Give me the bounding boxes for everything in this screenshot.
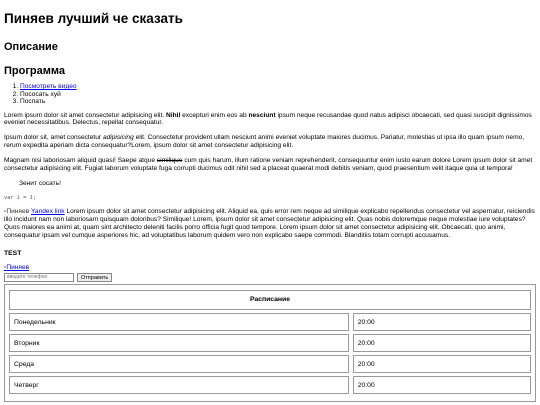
- broken-image-icon: ▫: [4, 264, 7, 272]
- list-item: 3. Поспать: [20, 98, 536, 106]
- schedule-time: 20:00: [353, 376, 531, 394]
- paragraph-text: Lorem ipsum dolor sit amet consectetur adipisicing elit.: [4, 111, 166, 119]
- code-block: var i = 1;: [4, 194, 36, 201]
- table-row: [9, 355, 531, 373]
- page-title: Пиняев лучший че сказать: [4, 11, 183, 26]
- paragraph-3: [4, 157, 536, 173]
- schedule-day: Вторник: [9, 334, 349, 352]
- schedule-day: Среда: [9, 355, 349, 373]
- test-heading: TEST: [4, 249, 22, 257]
- submit-button[interactable]: Отправить: [77, 273, 112, 282]
- schedule-time: 20:00: [353, 355, 531, 373]
- bold-text: nesciunt: [248, 111, 276, 119]
- schedule-title: Расписание: [9, 290, 531, 310]
- list-item: 2. Пососать хуй: [20, 91, 536, 99]
- table-row: [9, 376, 531, 394]
- paragraph-text: elit. Consectetur provident ullam nesciunt animi eveniet voluptate maiores ducimus. Pariatur, molestias ut ipsa illo quam ipsum nemo, rerum expedita aperiam dicta consequatur?Lorem, ipsum dolor sit amet consectetur adipisicing elit.: [4, 134, 525, 150]
- paragraph-text: ipsum neque recusandae quod natus adipisci obcaecati, sed quasi suscipit dignissimos eveniet necessitatibus. Delectus, repellat consequatur.: [4, 111, 532, 127]
- table-row: [9, 334, 531, 352]
- list-item: [20, 83, 536, 91]
- schedule-table: [4, 284, 536, 402]
- program-heading: Программа: [4, 64, 66, 77]
- image-alt-text: Пиняев: [6, 264, 30, 272]
- image-paragraph: [4, 208, 536, 240]
- bold-text: Nihil: [166, 111, 181, 119]
- phone-form: [4, 273, 536, 282]
- italic-text: adipisicing: [102, 134, 134, 142]
- program-list: [4, 83, 536, 106]
- paragraph-text: Ipsum dolor sit, amet consectetur: [4, 134, 103, 142]
- blockquote: Зенит сосать!: [19, 180, 61, 188]
- paragraph-1: [4, 112, 536, 128]
- watch-video-link[interactable]: Посмотреть видео: [20, 83, 77, 91]
- schedule-time: 20:00: [353, 334, 531, 352]
- strikethrough-text: similique: [156, 157, 183, 165]
- paragraph-text: Magnam nisi laboriosam aliquid quasi! Saepe atque: [4, 157, 157, 165]
- schedule-day: Понедельник: [9, 313, 349, 331]
- paragraph-text: Lorem ipsum dolor sit amet consectetur adipisicing elit. Aliquid ea, quis error rem neque ad similique explicabo repellendus consectetur vel aspernatur, reiciendis illo incidunt nam non laboriosam quisquam doloribus? Similique! Lorem, ipsum dolor sit amet consectetur adipisicing elit. Quas nobis doloremque neque molestiae iure voluptates? Quos maiores ea animi at, quam sint architecto deleniti facilis porro officia fugit quod tempore. Lorem ipsum dolor sit amet consectetur adipisicing elit. Obcaecati, quo animi, consequatur ipsam vel cumque asperiores hic, ad voluptatibus laborum quidem vero non explicabo saepe commodi. Blanditiis totam corrupti accusamus.: [4, 208, 535, 239]
- yandex-link[interactable]: Yandex link: [31, 208, 65, 216]
- paragraph-text: cum quis harum, illum ratione veniam reprehenderit, consequuntur enim iusto earum dolore Lorem ipsum dolor sit amet consectetur adipisicing elit. Fugiat laborum voluptate fuga corrupti ducimus odit nihil sed a placeat quaerat modi debitis veniam, quod praesentium velit itaque quia ut tempora!: [4, 157, 533, 173]
- schedule-day: Четверг: [9, 376, 349, 394]
- logo-image-link[interactable]: [4, 264, 536, 272]
- table-row: [9, 313, 531, 331]
- description-heading: Описание: [4, 40, 58, 53]
- broken-image-icon: ▫: [4, 208, 7, 216]
- phone-input[interactable]: [4, 273, 74, 282]
- paragraph-2: [4, 134, 536, 150]
- image-alt-text: Пиняев: [6, 208, 30, 216]
- paragraph-text: excepturi enim eos ab: [180, 111, 249, 119]
- schedule-time: 20:00: [353, 313, 531, 331]
